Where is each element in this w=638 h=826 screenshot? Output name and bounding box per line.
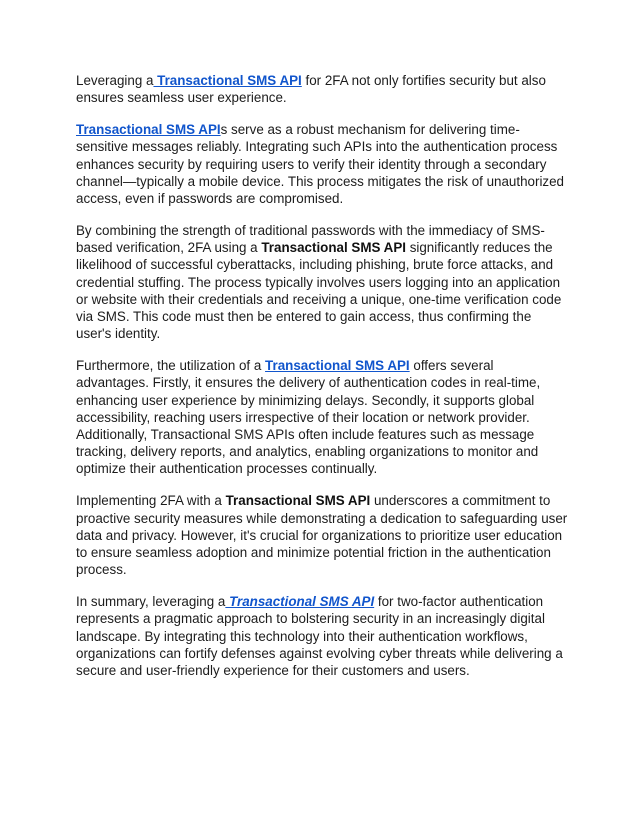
bold-term: Transactional SMS API bbox=[225, 493, 371, 509]
paragraph-intro bbox=[76, 72, 568, 106]
text-run: significantly reduces the likelihood of successful cyberattacks, including phishing, brute force attacks, and credential stuffing. The process typically involves users logging into an application or website with their credentials and receiving a unique, one-time verification code via SMS. This code must then be entered to gain access, thus confirming the user's identity. bbox=[76, 240, 562, 342]
bold-term: Transactional SMS API bbox=[261, 240, 406, 256]
text-run: By combining the strength of traditional passwords with the immediacy of SMS-based verification, 2FA using a bbox=[76, 223, 545, 256]
transactional-sms-api-link[interactable]: Transactional SMS API bbox=[153, 73, 302, 88]
paragraph-combining bbox=[76, 222, 568, 342]
paragraph-implementing bbox=[76, 492, 568, 578]
transactional-sms-api-link[interactable]: Transactional SMS API bbox=[225, 594, 375, 610]
text-run: s serve as a robust mechanism for delivering time-sensitive messages reliably. Integrating such APIs into the authentication process enhances security by requiring users to verify their identity through a secondary channel—typically a mobile device. This process mitigates the risk of unauthorized access, even if passwords are compromised. bbox=[76, 122, 565, 207]
text-run: Implementing 2FA with a bbox=[76, 493, 226, 509]
paragraph-mechanism bbox=[76, 121, 568, 207]
paragraph-summary bbox=[76, 593, 568, 679]
text-run: In summary, leveraging a bbox=[76, 594, 226, 610]
text-run: for 2FA not only fortifies security but also ensures seamless user experience. bbox=[76, 73, 546, 106]
text-run: offers several advantages. Firstly, it ensures the delivery of authentication codes in real-time, enhancing user experience by minimizing delays. Secondly, it supports global accessibility, reaching users irrespective of their location or network provider. Additionally, Transactional SMS APIs often include features such as message tracking, delivery reports, and analytics, enabling organizations to monitor and optimize their authentication processes continually. bbox=[76, 358, 541, 477]
text-run: Furthermore, the utilization of a bbox=[76, 358, 266, 374]
text-run: Leveraging a bbox=[76, 73, 154, 88]
document-body bbox=[76, 72, 568, 694]
text-run: underscores a commitment to proactive security measures while demonstrating a dedication to safeguarding user data and privacy. However, it's crucial for organizations to prioritize user education to ensure seamless adoption and minimize potential friction in the authentication process. bbox=[76, 493, 568, 578]
transactional-sms-api-link[interactable]: Transactional SMS API bbox=[76, 122, 221, 138]
text-run: for two-factor authentication represents a pragmatic approach to bolstering security in an increasingly digital landscape. By integrating this technology into their authentication workflows, organizations can fortify defenses against evolving cyber threats while delivering a secure and user-friendly experience for their customers and users. bbox=[76, 594, 563, 679]
transactional-sms-api-link[interactable]: Transactional SMS API bbox=[265, 358, 410, 374]
paragraph-advantages bbox=[76, 357, 568, 477]
